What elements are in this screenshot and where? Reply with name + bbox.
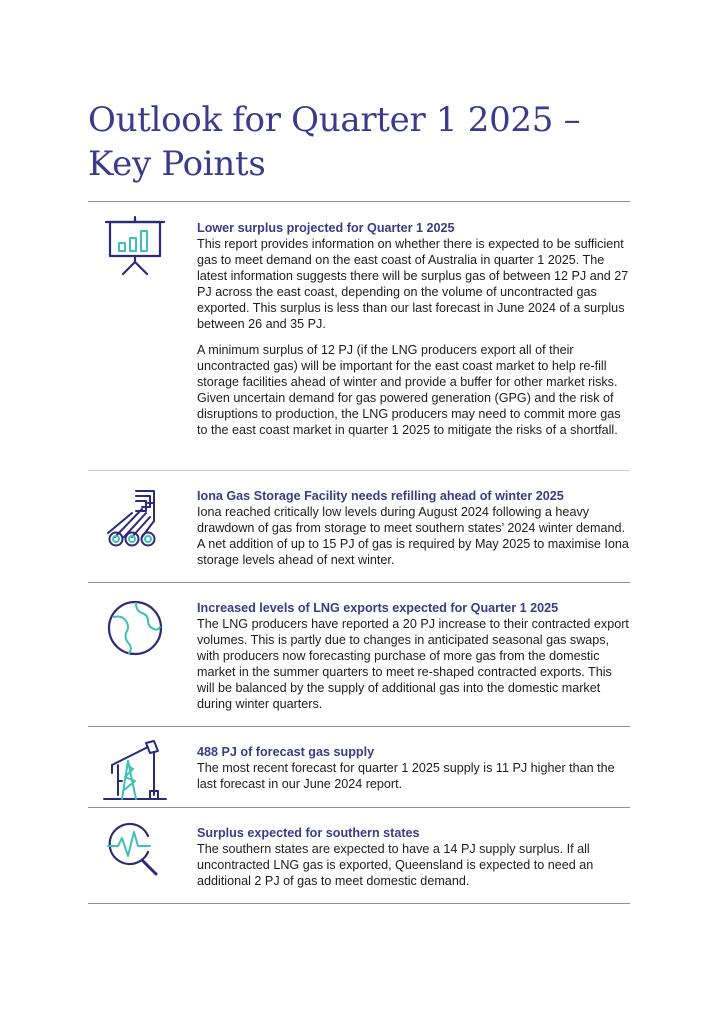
- page-title: [88, 98, 648, 186]
- key-point-heading: Increased levels of LNG exports expected for Quarter 1 2025: [197, 601, 559, 615]
- key-point-paragraph: Iona reached critically low levels during August 2024 following a heavy drawdown of gas from storage to meet southern states’ 2024 winter demand. A net addition of up to 15 PJ of gas is required by May 2025 to maximise Iona storage levels ahead of next winter.: [197, 505, 629, 567]
- globe-icon: [102, 595, 168, 661]
- key-point-paragraph: This report provides information on whether there is expected to be sufficient gas to meet demand on the east coast of Australia in quarter 1 2025. The latest information suggests there will be surplus gas of between 12 PJ and 27 PJ across the east coast, depending on the volume of uncontracted gas exported. This surplus is less than our last forecast in June 2024 of a surplus between 26 and 35 PJ.: [197, 237, 629, 331]
- key-point-paragraph: A minimum surplus of 12 PJ (if the LNG producers export all of their uncontracted gas) will be important for the east coast market to help re-fill storage facilities ahead of winter and provide a buffer for other market risks. Given uncertain demand for gas powered generation (GPG) and the risk of disruptions to production, the LNG producers may need to commit more gas to the east coast market in quarter 1 2025 to mitigate the risks of a shortfall.: [197, 343, 621, 437]
- key-point-text: [197, 825, 629, 889]
- key-point-text: [197, 220, 629, 438]
- pumpjack-icon: [102, 737, 168, 803]
- key-point-lng-exports: [88, 583, 630, 726]
- key-point-heading: 488 PJ of forecast gas supply: [197, 745, 375, 759]
- key-point-iona-storage: [88, 471, 630, 582]
- divider: [88, 903, 630, 904]
- magnifier-pulse-icon: [102, 816, 168, 882]
- gas-pipelines-icon: [102, 483, 168, 549]
- key-point-heading: Lower surplus projected for Quarter 1 2025: [197, 221, 455, 235]
- key-point-paragraph: The southern states are expected to have a 14 PJ supply surplus. If all uncontracted LNG gas is exported, Queensland is expected to need an additional 2 PJ of gas to meet domestic demand.: [197, 842, 594, 888]
- page-title-line-1: Outlook for Quarter 1 2025 –: [88, 100, 581, 140]
- key-point-text: [197, 600, 629, 712]
- key-point-text: [197, 488, 629, 568]
- page-title-line-2: Key Points: [88, 144, 266, 184]
- key-point-paragraph: The LNG producers have reported a 20 PJ increase to their contracted export volumes. This is partly due to changes in anticipated seasonal gas swaps, with producers now forecasting purchase of more gas from the domestic market in the summer quarters to meet re-shaped contracted exports. This will be balanced by the supply of additional gas into the domestic market during winter quarters.: [197, 617, 629, 711]
- presentation-chart-icon: [102, 212, 168, 278]
- key-point-forecast-supply: [88, 727, 630, 807]
- key-point-paragraph: The most recent forecast for quarter 1 2025 supply is 11 PJ higher than the last forecast in our June 2024 report.: [197, 761, 615, 791]
- key-point-text: [197, 744, 629, 792]
- key-point-lower-surplus: [88, 202, 630, 470]
- key-point-heading: Iona Gas Storage Facility needs refilling ahead of winter 2025: [197, 489, 564, 503]
- key-point-heading: Surplus expected for southern states: [197, 826, 420, 840]
- key-point-southern-states: [88, 808, 630, 903]
